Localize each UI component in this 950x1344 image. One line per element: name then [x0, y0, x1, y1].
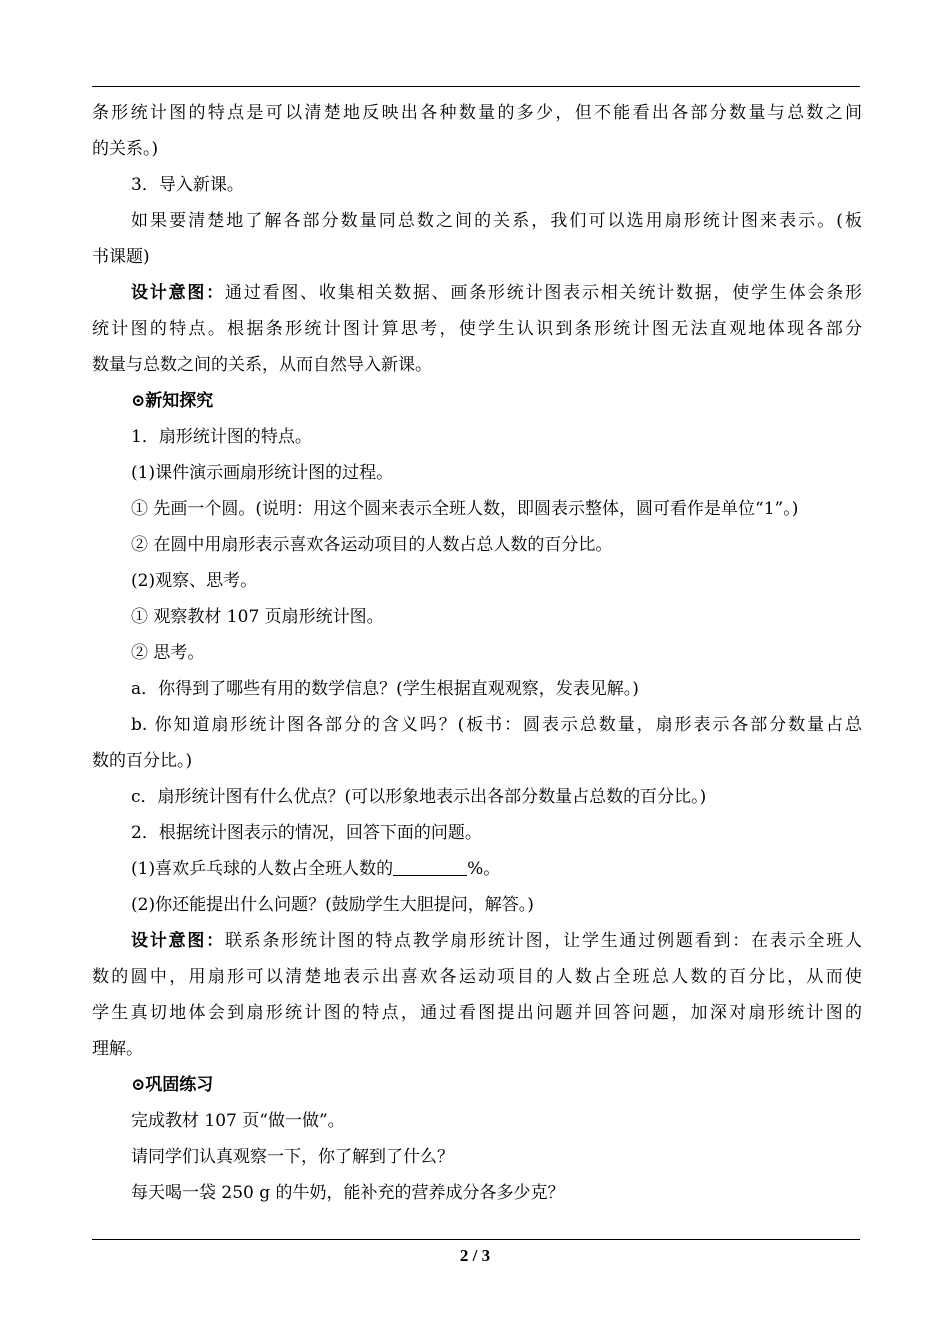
list-item: b. 你知道扇形统计图各部分的含义吗？(板书：圆表示总数量，扇形表示各部分数量占总: [131, 715, 862, 735]
answer-blank: [393, 859, 467, 876]
list-item: ② 思考。: [131, 643, 205, 663]
question-text: (1)喜欢乒乓球的人数占全班人数的: [131, 859, 394, 879]
section-heading-practice: ⊙巩固练习: [131, 1075, 214, 1095]
list-item: (1)课件演示画扇形统计图的过程。: [131, 463, 394, 483]
design-intent-line: [92, 275, 862, 311]
design-intent-label: 设计意图：: [131, 283, 225, 303]
list-item: (2)你还能提出什么问题？(鼓励学生大胆提问，解答。): [131, 895, 534, 915]
footer-rule: [92, 1239, 860, 1240]
paragraph-line: 书课题): [92, 247, 150, 267]
design-intent-text: 联系条形统计图的特点教学扇形统计图，让学生通过例题看到：在表示全班人: [224, 931, 862, 951]
paragraph-line: 理解。: [92, 1039, 143, 1059]
document-body: [92, 95, 862, 1211]
section-item: 3．导入新课。: [131, 175, 244, 195]
design-intent-text: 通过看图、收集相关数据、画条形统计图表示相关统计数据，使学生体会条形: [224, 283, 862, 303]
design-intent-line: [92, 923, 862, 959]
list-item: 2．根据统计图表示的情况，回答下面的问题。: [131, 823, 482, 843]
list-item: a．你得到了哪些有用的数学信息？(学生根据直观观察，发表见解。): [131, 679, 639, 699]
paragraph-line: 统计图的特点。根据条形统计图计算思考，使学生认识到条形统计图无法直观地体现各部分: [92, 319, 862, 339]
page-number: 2 / 3: [459, 1246, 491, 1265]
list-item: ② 在圆中用扇形表示喜欢各运动项目的人数占总人数的百分比。: [131, 535, 613, 555]
paragraph-line: 每天喝一袋 250 g 的牛奶，能补充的营养成分各多少克？: [131, 1183, 565, 1203]
paragraph-line: 数的圆中，用扇形可以清楚地表示出喜欢各运动项目的人数占全班总人数的百分比，从而使: [92, 967, 862, 987]
paragraph-line: 完成教材 107 页“做一做”。: [131, 1111, 345, 1131]
paragraph-line: 的关系。): [92, 139, 159, 159]
header-rule: [92, 86, 860, 87]
paragraph-line: 数量与总数之间的关系，从而自然导入新课。: [92, 355, 432, 375]
paragraph-line: 请同学们认真观察一下，你了解到了什么？: [131, 1147, 454, 1167]
paragraph-line: 如果要清楚地了解各部分数量同总数之间的关系，我们可以选用扇形统计图来表示。(板: [131, 211, 862, 231]
list-item: 1．扇形统计图的特点。: [131, 427, 312, 447]
design-intent-label: 设计意图：: [131, 931, 225, 951]
section-heading-new-knowledge: ⊙新知探究: [131, 391, 214, 411]
fill-blank-question: [92, 851, 862, 887]
list-item: c．扇形统计图有什么优点？(可以形象地表示出各部分数量占总数的百分比。): [131, 787, 707, 807]
list-item: ① 先画一个圆。(说明：用这个圆来表示全班人数，即圆表示整体，圆可看作是单位“1”。): [131, 499, 799, 519]
paragraph-line: 数的百分比。): [92, 751, 193, 771]
paragraph-line: 学生真切地体会到扇形统计图的特点，通过看图提出问题并回答问题，加深对扇形统计图的: [92, 1003, 862, 1023]
paragraph-line: 条形统计图的特点是可以清楚地反映出各种数量的多少，但不能看出各部分数量与总数之间: [92, 103, 862, 123]
list-item: (2)观察、思考。: [131, 571, 258, 591]
list-item: ① 观察教材 107 页扇形统计图。: [131, 607, 384, 627]
question-suffix: %。: [467, 859, 501, 879]
